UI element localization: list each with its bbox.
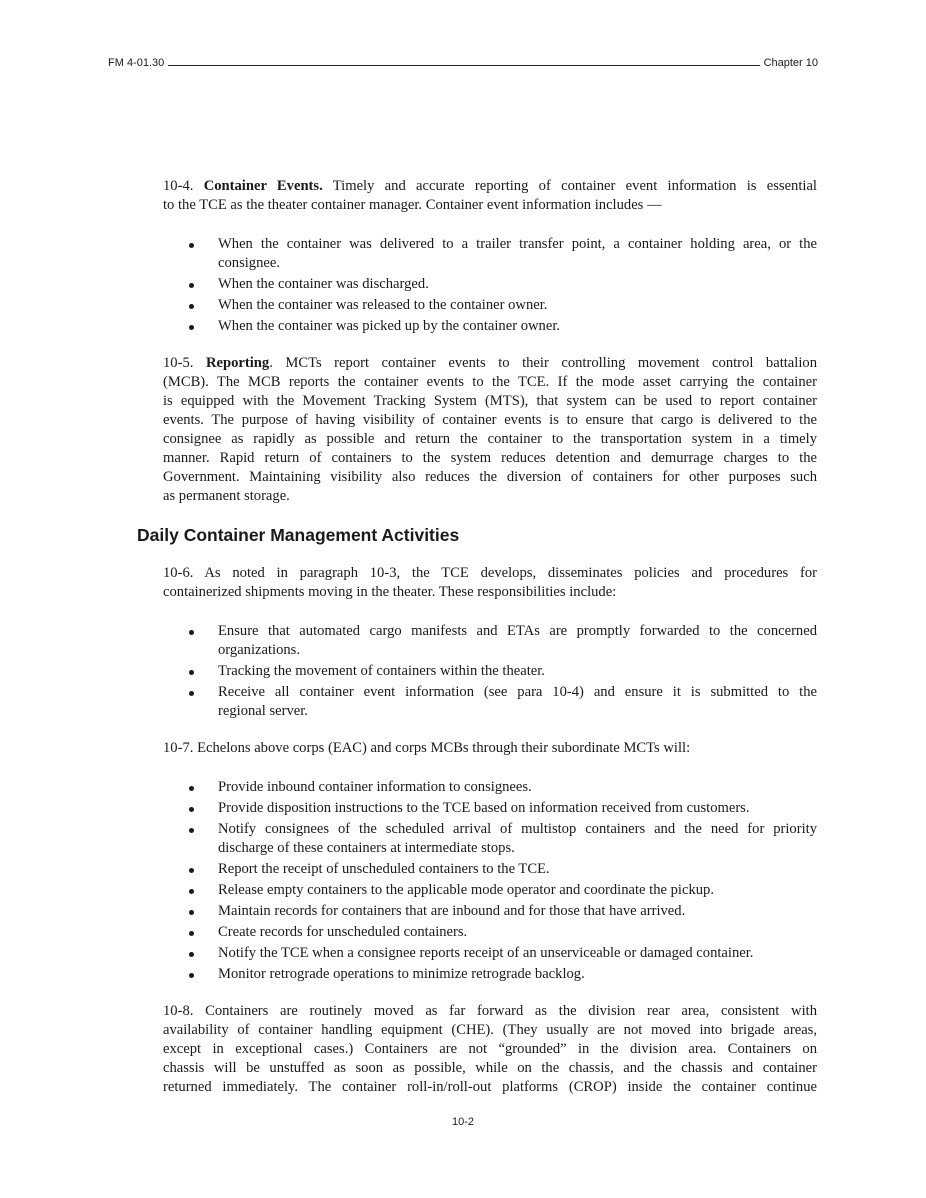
list-item xyxy=(163,317,817,336)
bullet-icon xyxy=(189,325,194,330)
bullet-icon xyxy=(189,630,194,635)
bullet-icon xyxy=(189,889,194,894)
bullet-list xyxy=(163,622,817,721)
paragraph-10-8 xyxy=(163,1002,817,1097)
paragraph-line xyxy=(163,177,817,196)
paragraph-line: availability of container handling equipment (CHE). (They usually are not moved into brigade areas, xyxy=(163,1022,817,1038)
bullet-list xyxy=(163,235,817,336)
list-item xyxy=(163,902,817,921)
list-item-line: Create records for unscheduled containers. xyxy=(218,924,468,940)
paragraph-line: is equipped with the Movement Tracking System (MTS), that system can be used to report container xyxy=(163,393,817,409)
list-item xyxy=(163,662,817,681)
paragraph-10-7 xyxy=(163,739,817,758)
list-item xyxy=(163,235,817,273)
list-item-line: Report the receipt of unscheduled containers to the TCE. xyxy=(218,861,550,877)
list-item-line: Maintain records for containers that are inbound and for those that have arrived. xyxy=(218,903,686,919)
running-header xyxy=(108,53,818,69)
list-item xyxy=(163,778,817,797)
bullet-icon xyxy=(189,283,194,288)
paragraph-number: 10-4. xyxy=(163,178,194,194)
paragraph-line: chassis will be unstuffed as soon as possible, while on the chassis, and the chassis and container xyxy=(163,1060,817,1076)
list-item-line: Tracking the movement of containers within the theater. xyxy=(218,663,545,679)
list-item-line: When the container was released to the container owner. xyxy=(218,297,548,313)
list-item-line: Receive all container event information (see para 10-4) and ensure it is submitted to the xyxy=(218,684,817,700)
bullet-icon xyxy=(189,786,194,791)
line-text: . MCTs report container events to their controlling movement control battalion xyxy=(269,355,817,371)
list-item xyxy=(163,820,817,858)
list-item xyxy=(163,944,817,963)
list-item-line: Monitor retrograde operations to minimize retrograde backlog. xyxy=(218,966,585,982)
paragraph-line: consignee as rapidly as possible and return the container to the transportation system in a timely xyxy=(163,431,817,447)
document-body xyxy=(137,177,818,1097)
chapter-label: Chapter 10 xyxy=(763,57,818,69)
list-item-line: When the container was discharged. xyxy=(218,276,429,292)
paragraph-number: 10-7. xyxy=(163,740,194,756)
line-text: Containers are routinely moved as far forward as the division rear area, consistent with xyxy=(205,1003,817,1019)
paragraph-number: 10-8. xyxy=(163,1003,194,1019)
bullet-icon xyxy=(189,910,194,915)
paragraph-number: 10-5. xyxy=(163,355,194,371)
list-item-line: Ensure that automated cargo manifests and ETAs are promptly forwarded to the concerned xyxy=(218,623,817,639)
manual-number: FM 4-01.30 xyxy=(108,57,165,69)
list-item-line: Notify the TCE when a consignee reports receipt of an unserviceable or damaged container. xyxy=(218,945,754,961)
paragraph-line: Government. Maintaining visibility also reduces the diversion of containers for other purposes such xyxy=(163,469,817,485)
list-item-line: organizations. xyxy=(218,642,301,658)
paragraph-line: to the TCE as the theater container manager. Container event information includes — xyxy=(163,197,662,213)
list-item xyxy=(163,275,817,294)
paragraph-line: returned immediately. The container roll-in/roll-out platforms (CROP) inside the container continue xyxy=(163,1079,817,1095)
paragraph-line: containerized shipments moving in the theater. These responsibilities include: xyxy=(163,584,617,600)
bullet-icon xyxy=(189,304,194,309)
paragraph-line: as permanent storage. xyxy=(163,488,290,504)
bullet-icon xyxy=(189,931,194,936)
list-item xyxy=(163,622,817,660)
paragraph-title: Reporting xyxy=(205,355,270,371)
paragraph-title: Container Events. xyxy=(203,178,323,194)
line-text: As noted in paragraph 10-3, the TCE develops, disseminates policies and procedures for xyxy=(204,565,818,581)
paragraph-line xyxy=(163,354,817,373)
list-item-line: regional server. xyxy=(218,703,308,719)
bullet-icon xyxy=(189,691,194,696)
paragraph-line xyxy=(163,1002,817,1021)
list-item-line: Provide inbound container information to consignees. xyxy=(218,779,532,795)
bullet-icon xyxy=(189,828,194,833)
paragraph-line xyxy=(163,739,817,758)
bullet-icon xyxy=(189,807,194,812)
paragraph-line: manner. Rapid return of containers to the system reduces detention and demurrage charges to the xyxy=(163,450,817,466)
bullet-icon xyxy=(189,973,194,978)
section-heading: Daily Container Management Activities xyxy=(137,525,460,545)
bullet-list xyxy=(163,778,817,984)
bullet-icon xyxy=(189,243,194,248)
paragraph-10-4 xyxy=(163,177,817,215)
bullet-icon xyxy=(189,868,194,873)
list-item xyxy=(163,881,817,900)
list-item-line: Provide disposition instructions to the TCE based on information received from customers. xyxy=(218,800,750,816)
list-item-line: When the container was delivered to a trailer transfer point, a container holding area, or the xyxy=(218,236,817,252)
list-item xyxy=(163,923,817,942)
paragraph-number: 10-6. xyxy=(163,565,194,581)
paragraph-10-5 xyxy=(163,354,817,506)
paragraph-line: (MCB). The MCB reports the container events to the TCE. If the mode asset carrying the container xyxy=(163,374,817,390)
list-item xyxy=(163,965,817,984)
line-text: Timely and accurate reporting of container event information is essential xyxy=(332,178,817,194)
paragraph-line xyxy=(163,564,817,583)
list-item xyxy=(163,683,817,721)
paragraph-line: except in exceptional cases.) Containers are not “grounded” in the division area. Containers on xyxy=(163,1041,817,1057)
paragraph-10-6 xyxy=(163,564,817,602)
list-item-line: consignee. xyxy=(218,255,281,271)
list-item-line: When the container was picked up by the container owner. xyxy=(218,318,561,334)
paragraph-line: events. The purpose of having visibility of container events is to ensure that cargo is delivered to the xyxy=(163,412,817,428)
page-number: 10-2 xyxy=(451,1116,475,1128)
list-item xyxy=(163,799,817,818)
list-item-line: Notify consignees of the scheduled arrival of multistop containers and the need for priority xyxy=(218,821,817,837)
list-item xyxy=(163,860,817,879)
list-item-line: discharge of these containers at intermediate stops. xyxy=(218,840,515,856)
bullet-icon xyxy=(189,670,194,675)
list-item xyxy=(163,296,817,315)
line-text: Echelons above corps (EAC) and corps MCBs through their subordinate MCTs will: xyxy=(197,740,691,756)
bullet-icon xyxy=(189,952,194,957)
list-item-line: Release empty containers to the applicable mode operator and coordinate the pickup. xyxy=(218,882,715,898)
header-rule xyxy=(168,65,759,66)
